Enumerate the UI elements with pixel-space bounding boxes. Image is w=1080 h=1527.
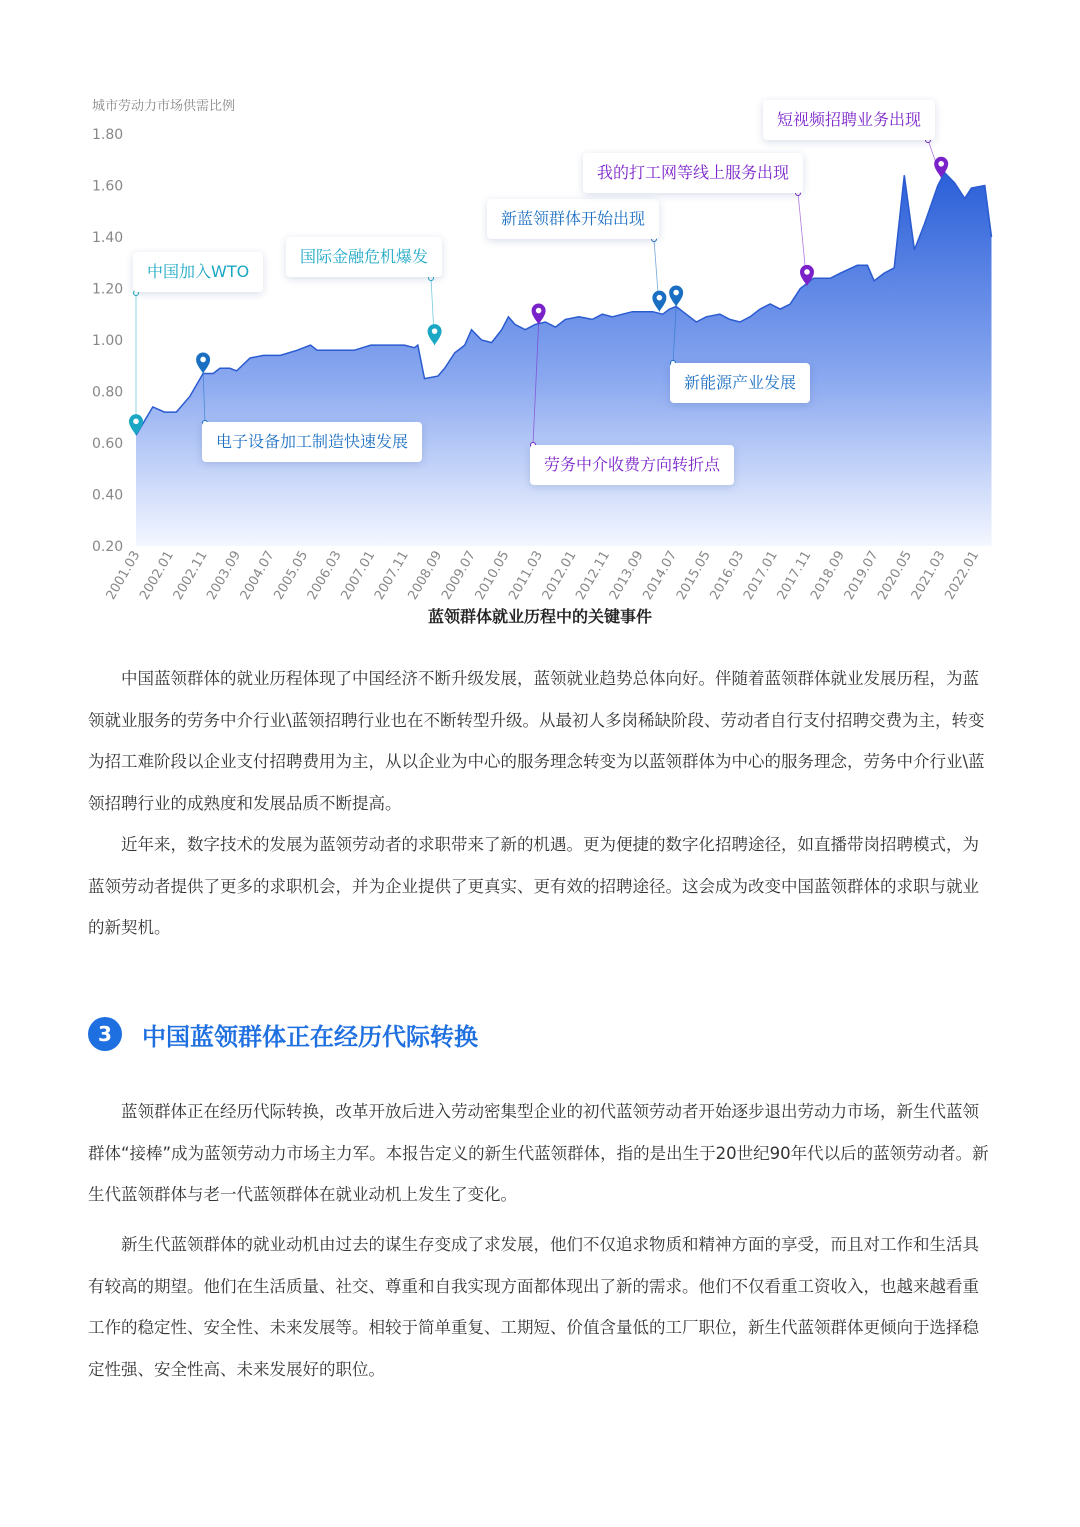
x-tick-label: 2012.01 [539, 548, 580, 603]
x-tick-label: 2007.11 [371, 548, 412, 603]
x-tick-label: 2016.03 [707, 548, 748, 603]
x-tick-label: 2010.05 [472, 548, 513, 603]
y-tick-label: 1.60 [92, 178, 124, 195]
x-tick-label: 2015.05 [673, 548, 714, 603]
map-pin-icon [532, 304, 546, 325]
supply-demand-chart [60, 88, 1020, 608]
x-tick-label: 2017.11 [774, 548, 815, 603]
x-tick-label: 2021.03 [908, 548, 949, 603]
chart-svg [60, 88, 1020, 608]
x-tick-label: 2018.09 [808, 548, 849, 603]
x-tick-label: 2009.07 [439, 548, 479, 603]
map-pin-center [133, 418, 139, 424]
x-tick-label: 2020.05 [875, 548, 916, 603]
x-tick-label: 2008.09 [405, 548, 446, 603]
map-pin-icon [428, 324, 442, 345]
map-pin-center [200, 357, 206, 363]
chart-caption: 蓝领群体就业历程中的关键事件 [427, 607, 652, 626]
y-tick-label: 0.60 [92, 436, 124, 452]
map-pin-icon [669, 286, 683, 307]
x-tick-label: 2014.07 [640, 548, 681, 603]
map-pin-center [536, 308, 542, 314]
callout-agency-fee: 劳务中介收费方向转折点 [530, 445, 734, 485]
y-tick-label: 1.00 [92, 333, 124, 349]
x-tick-label: 2019.07 [841, 548, 882, 603]
y-axis-ticks [92, 127, 123, 555]
callout-electronics: 电子设备加工制造快速发展 [202, 422, 422, 462]
y-tick-label: 1.20 [92, 281, 124, 298]
section-title: 中国蓝领群体正在经历代际转换 [142, 1022, 478, 1051]
x-tick-label: 2005.05 [271, 548, 312, 603]
map-pin-center [657, 295, 663, 301]
x-tick-label: 2012.11 [573, 548, 614, 603]
callout-online-service: 我的打工网等线上服务出现 [583, 153, 803, 193]
section-heading [88, 1014, 478, 1054]
map-pin-center [432, 328, 438, 334]
x-tick-label: 2001.03 [103, 548, 144, 603]
map-pin-center [673, 290, 679, 296]
x-tick-label: 2002.11 [170, 548, 211, 603]
x-tick-label: 2004.07 [237, 548, 278, 603]
x-tick-label: 2002.01 [137, 548, 178, 603]
y-tick-label: 1.40 [92, 230, 124, 246]
y-tick-label: 0.20 [92, 539, 124, 555]
paragraph-3: 蓝领群体正在经历代际转换，改革开放后进入劳动密集型企业的初代蓝领劳动者开始逐步退出劳动力市场，新生代蓝领群体“接棒”成为蓝领劳动力市场主力军。本报告定义的新生代蓝领群体，指的是出生于20世纪90年代以后的蓝领劳动者。新生代蓝领群体与老一代蓝领群体在就业动机上发生了变化。 [88, 1102, 989, 1204]
callout-financial-crisis: 国际金融危机爆发 [286, 237, 442, 277]
callout-new-bluecollar: 新蓝领群体开始出现 [487, 199, 659, 239]
x-tick-label: 2013.09 [606, 548, 647, 603]
y-tick-label: 0.80 [92, 384, 124, 401]
map-pin-icon [652, 291, 666, 312]
x-tick-label: 2007.01 [338, 548, 379, 603]
x-tick-label: 2003.09 [204, 548, 245, 603]
y-tick-label: 1.80 [92, 127, 124, 143]
section-number-badge: 3 [88, 1017, 122, 1051]
callout-short-video: 短视频招聘业务出现 [763, 100, 935, 140]
x-tick-label: 2017.01 [741, 548, 781, 603]
map-pin-icon [196, 352, 210, 373]
callout-wto: 中国加入WTO [133, 252, 263, 292]
x-tick-label: 2011.03 [506, 548, 547, 603]
y-tick-label: 0.40 [92, 487, 124, 504]
y-axis-label: 城市劳动力市场供需比例 [92, 99, 236, 114]
map-pin-center [804, 269, 810, 275]
x-tick-label: 2022.01 [942, 548, 983, 603]
callout-new-energy: 新能源产业发展 [670, 363, 810, 403]
x-tick-label: 2006.03 [304, 548, 345, 603]
paragraph-2: 近年来，数字技术的发展为蓝领劳动者的求职带来了新的机遇。更为便捷的数字化招聘途径，如直播带岗招聘模式，为蓝领劳动者提供了更多的求职机会，并为企业提供了更真实、更有效的招聘途径。这会成为改变中国蓝领群体的求职与就业的新契机。 [88, 835, 979, 937]
x-axis-ticks [104, 549, 983, 603]
paragraph-1: 中国蓝领群体的就业历程体现了中国经济不断升级发展，蓝领就业趋势总体向好。伴随着蓝领群体就业发展历程，为蓝领就业服务的劳务中介行业\蓝领招聘行业也在不断转型升级。从最初人多岗稀缺阶段、劳动者自行支付招聘交费为主，转变为招工难阶段以企业支付招聘费用为主，从以企业为中心的服务理念转变为以蓝领群体为中心的服务理念，劳务中介行业\蓝领招聘行业的成熟度和发展品质不断提高。 [88, 669, 985, 813]
paragraph-4: 新生代蓝领群体的就业动机由过去的谋生存变成了求发展，他们不仅追求物质和精神方面的享受，而且对工作和生活具有较高的期望。他们在生活质量、社交、尊重和自我实现方面都体现出了新的需求。他们不仅看重工资收入，也越来越看重工作的稳定性、安全性、未来发展等。相较于简单重复、工期短、价值含量低的工厂职位，新生代蓝领群体更倾向于选择稳定性强、安全性高、未来发展好的职位。 [88, 1235, 979, 1379]
map-pin-center [938, 161, 944, 167]
